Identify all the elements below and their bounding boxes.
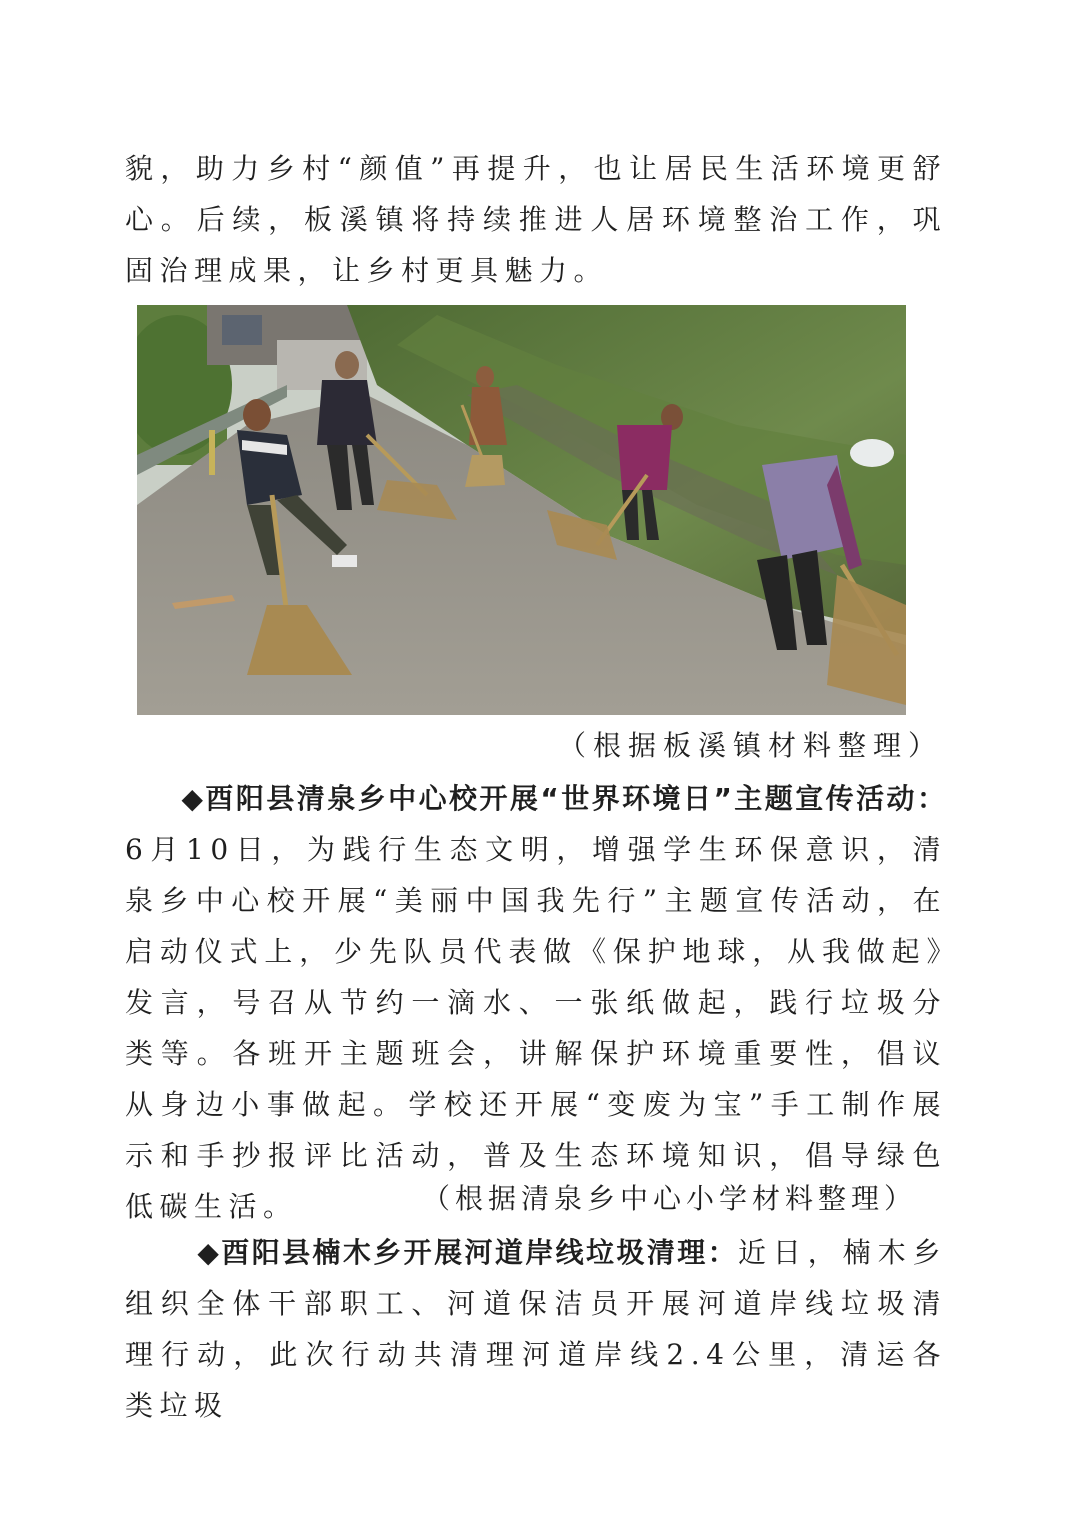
news-item-body: 近日，楠木乡组织全体干部职工、河道保洁员开展河道岸线垃圾清理行动，此次行动共清理河道岸线2.4公里，清运各类垃圾 [125, 1236, 947, 1422]
news-item [125, 773, 947, 1232]
intro-paragraph: 貌，助力乡村“颜值”再提升，也让居民生活环境更舒心。后续，板溪镇将持续推进人居环境整治工作，巩固治理成果，让乡村更具魅力。 [125, 152, 947, 287]
news-item-body: 6月10日，为践行生态文明，增强学生环保意识，清泉乡中心校开展“美丽中国我先行”主题宣传活动，在启动仪式上，少先队员代表做《保护地球，从我做起》发言，号召从节约一滴水、一张纸做起，践行垃圾分类等。各班开主题班会，讲解保护环境重要性，倡议从身边小事做起。学校还开展“变废为宝”手工制作展示和手抄报评比活动，普及生态环境知识，倡导绿色低碳生活。 [125, 833, 947, 1223]
villagers-sweeping-road-photo [137, 305, 906, 715]
source-note: （根据板溪镇材料整理） [557, 729, 943, 762]
news-item [125, 1227, 947, 1431]
news-item-headline: ◆酉阳县楠木乡开展河道岸线垃圾清理： [197, 1236, 739, 1269]
news-item-headline: ◆酉阳县清泉乡中心校开展“世界环境日”主题宣传活动： [181, 782, 947, 815]
source-note: （根据清泉乡中心小学材料整理） [421, 1182, 917, 1215]
